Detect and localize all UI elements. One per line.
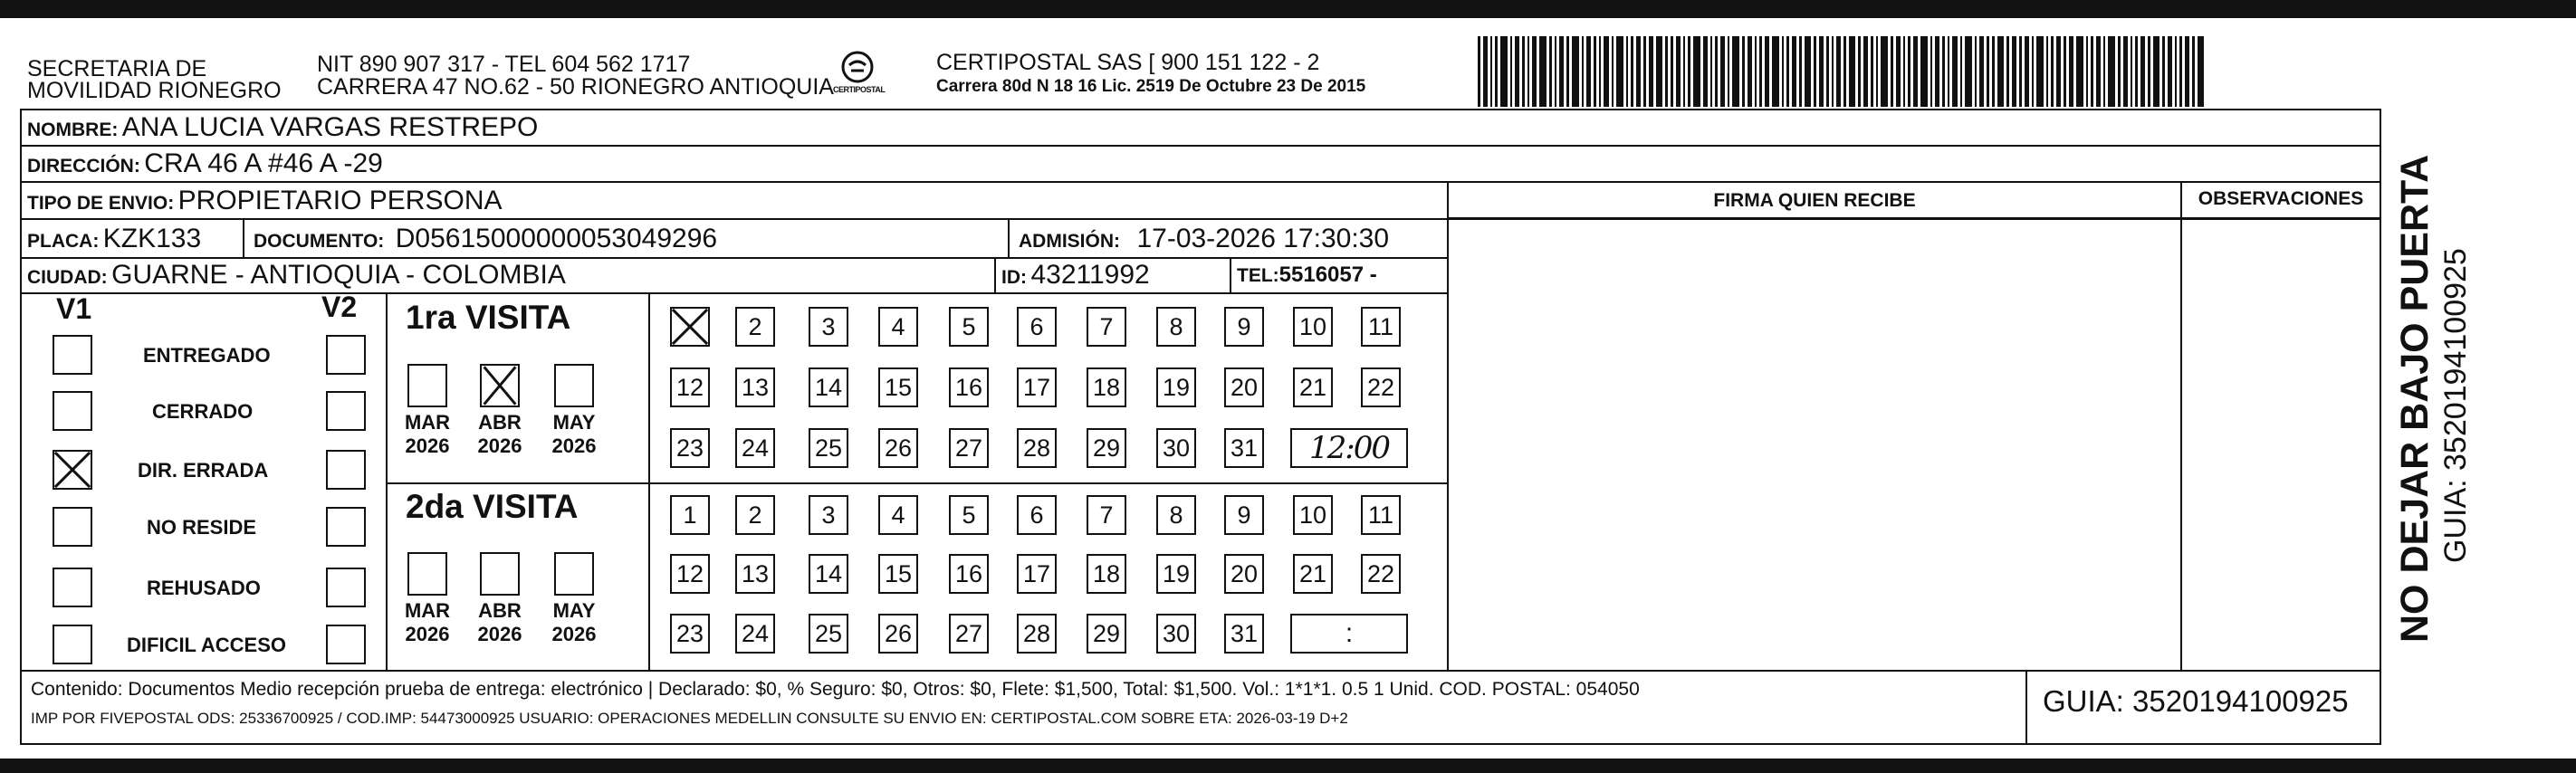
v1-checkbox[interactable] bbox=[53, 507, 92, 547]
visit1-day-6[interactable]: 6 bbox=[1017, 307, 1057, 347]
visit1-month-label bbox=[542, 411, 606, 458]
visit1-day-4[interactable]: 4 bbox=[878, 307, 918, 347]
courier-line-2: Carrera 80d N 18 16 Lic. 2519 De Octubre 23 De 2015 bbox=[936, 77, 1366, 96]
month-name: ABR bbox=[478, 411, 522, 434]
visit1-day-31[interactable]: 31 bbox=[1224, 428, 1264, 468]
visit2-day-27[interactable]: 27 bbox=[949, 614, 989, 654]
visit-separator bbox=[386, 482, 1447, 484]
tel-row bbox=[1237, 258, 1377, 293]
visit1-day-28[interactable]: 28 bbox=[1017, 428, 1057, 468]
documento-row bbox=[254, 222, 717, 261]
placa-divider bbox=[243, 218, 244, 257]
footer-guia: GUIA: 3520194100925 bbox=[2043, 684, 2349, 718]
nombre-row bbox=[27, 110, 538, 149]
visit2-month-checkbox[interactable] bbox=[480, 552, 520, 596]
tel-label: TEL: bbox=[1237, 265, 1279, 286]
courier-line-1: CERTIPOSTAL SAS [ 900 151 122 - 2 bbox=[936, 50, 1320, 75]
top-border-bar bbox=[0, 0, 2576, 18]
month-year: 2026 bbox=[551, 623, 597, 645]
visit1-month-checkbox[interactable] bbox=[480, 364, 520, 407]
tipo-label: TIPO DE ENVIO: bbox=[27, 193, 175, 214]
v1-checkbox[interactable] bbox=[53, 568, 92, 607]
visit1-day-9[interactable]: 9 bbox=[1224, 307, 1264, 347]
visit1-day-20[interactable]: 20 bbox=[1224, 367, 1264, 407]
visit2-day-2[interactable]: 2 bbox=[735, 495, 775, 535]
visit2-day-3[interactable]: 3 bbox=[809, 495, 848, 535]
visit1-day-12[interactable]: 12 bbox=[670, 367, 710, 407]
month-year: 2026 bbox=[405, 623, 450, 645]
visit2-day-5[interactable]: 5 bbox=[949, 495, 989, 535]
visit1-day-24[interactable]: 24 bbox=[735, 428, 775, 468]
v1-checkbox[interactable] bbox=[53, 335, 92, 375]
visit1-day-29[interactable]: 29 bbox=[1087, 428, 1126, 468]
id-value: 43211992 bbox=[1030, 260, 1150, 290]
visit2-day-20[interactable]: 20 bbox=[1224, 554, 1264, 594]
visit2-title: 2da VISITA bbox=[406, 488, 579, 525]
visit1-month-label bbox=[468, 411, 531, 458]
tipo-value: PROPIETARIO PERSONA bbox=[177, 186, 503, 215]
visit2-day-23[interactable]: 23 bbox=[670, 614, 710, 654]
month-year: 2026 bbox=[477, 623, 522, 645]
ciudad-label: CIUDAD: bbox=[27, 267, 108, 288]
visit2-day-25[interactable]: 25 bbox=[809, 614, 848, 654]
obs-right-border bbox=[2380, 181, 2381, 670]
visit1-day-18[interactable]: 18 bbox=[1087, 367, 1126, 407]
footer-content-line: Contenido: Documentos Medio recepción prueba de entrega: electrónico | Declarado: $0, % Seguro: $0, Otros: $0, Flete: $1,500, Total: $1,500. Vol.: 1*1*1. 0.5 1 Unid. COD. POSTAL: 054050 bbox=[31, 679, 1640, 700]
id-row bbox=[1001, 258, 1150, 297]
visit1-month-label bbox=[396, 411, 459, 458]
visit2-month-checkbox[interactable] bbox=[407, 552, 447, 596]
status-option-label: REHUSADO bbox=[147, 577, 261, 599]
direccion-label: DIRECCIÓN: bbox=[27, 156, 140, 177]
side-notice: NO DEJAR BAJO PUERTA bbox=[2393, 154, 2437, 643]
visit2-day-7[interactable]: 7 bbox=[1087, 495, 1126, 535]
visit1-day-25[interactable]: 25 bbox=[809, 428, 848, 468]
bottom-border-bar bbox=[0, 759, 2576, 773]
visit1-day-30[interactable]: 30 bbox=[1156, 428, 1196, 468]
visit1-day-2[interactable]: 2 bbox=[735, 307, 775, 347]
footer-imp-line: IMP POR FIVEPOSTAL ODS: 25336700925 / COD.IMP: 54473000925 USUARIO: OPERACIONES MEDELLIN CONSULTE SU ENVIO EN: CERTIPOSTAL.COM SOBRE ETA: 2026-03-19 D+2 bbox=[31, 710, 1348, 727]
nombre-label: NOMBRE: bbox=[27, 119, 119, 140]
month-name: MAY bbox=[552, 411, 596, 434]
documento-value: D05615000000053049296 bbox=[395, 224, 718, 253]
admision-row bbox=[1019, 222, 1389, 261]
visit2-day-30[interactable]: 30 bbox=[1156, 614, 1196, 654]
placa-label: PLACA: bbox=[27, 231, 100, 252]
visit2-day-1[interactable]: 1 bbox=[670, 495, 710, 535]
visit2-day-11[interactable]: 11 bbox=[1361, 495, 1401, 535]
v2-checkbox[interactable] bbox=[326, 625, 366, 664]
admision-value: 17-03-2026 17:30:30 bbox=[1136, 224, 1390, 253]
v2-checkbox[interactable] bbox=[326, 568, 366, 607]
visit1-time-value: 12:00 bbox=[1309, 430, 1389, 466]
id-divider bbox=[994, 257, 996, 292]
visit1-day-16[interactable]: 16 bbox=[949, 367, 989, 407]
visit1-day-11[interactable]: 11 bbox=[1361, 307, 1401, 347]
visit1-day-1[interactable] bbox=[670, 307, 710, 347]
tel-value: 5516057 - bbox=[1278, 262, 1377, 287]
visit2-day-9[interactable]: 9 bbox=[1224, 495, 1264, 535]
visit1-day-3[interactable]: 3 bbox=[809, 307, 848, 347]
side-guia: GUIA: 3520194100925 bbox=[2438, 248, 2473, 563]
visit1-day-5[interactable]: 5 bbox=[949, 307, 989, 347]
documento-label: DOCUMENTO: bbox=[254, 231, 385, 252]
visit1-month-checkbox[interactable] bbox=[554, 364, 594, 407]
visit1-day-8[interactable]: 8 bbox=[1156, 307, 1196, 347]
signature-area[interactable] bbox=[1451, 220, 2179, 668]
visit2-day-19[interactable]: 19 bbox=[1156, 554, 1196, 594]
visit1-day-14[interactable]: 14 bbox=[809, 367, 848, 407]
visit2-day-4[interactable]: 4 bbox=[878, 495, 918, 535]
visit2-day-14[interactable]: 14 bbox=[809, 554, 848, 594]
visit1-day-26[interactable]: 26 bbox=[878, 428, 918, 468]
month-year: 2026 bbox=[405, 434, 450, 457]
month-year: 2026 bbox=[477, 434, 522, 457]
visit1-title: 1ra VISITA bbox=[406, 299, 571, 336]
org-line-2: MOVILIDAD RIONEGRO bbox=[27, 78, 282, 103]
admision-label: ADMISIÓN: bbox=[1019, 231, 1120, 252]
visit2-day-12[interactable]: 12 bbox=[670, 554, 710, 594]
visit1-day-27[interactable]: 27 bbox=[949, 428, 989, 468]
status-option-label: DIFICIL ACCESO bbox=[127, 634, 287, 656]
firma-header-line bbox=[1447, 217, 2381, 219]
tel-divider bbox=[1230, 257, 1231, 292]
logo-text: CERTIPOSTAL bbox=[833, 85, 886, 94]
v2-header: V2 bbox=[321, 291, 358, 323]
direccion-value: CRA 46 A #46 A -29 bbox=[144, 148, 383, 178]
visit2-month-label bbox=[468, 599, 531, 646]
visit1-day-22[interactable]: 22 bbox=[1361, 367, 1401, 407]
placa-value: KZK133 bbox=[102, 224, 202, 253]
visit-divider bbox=[648, 292, 650, 670]
visit1-day-15[interactable]: 15 bbox=[878, 367, 918, 407]
direccion-row bbox=[27, 147, 383, 186]
nit-line: NIT 890 907 317 - TEL 604 562 1717 bbox=[317, 52, 691, 77]
visit2-day-10[interactable]: 10 bbox=[1293, 495, 1333, 535]
visit2-day-6[interactable]: 6 bbox=[1017, 495, 1057, 535]
visit1-time[interactable] bbox=[1290, 428, 1408, 468]
barcode bbox=[1478, 36, 2207, 107]
tipo-row bbox=[27, 184, 503, 223]
visit2-day-22[interactable]: 22 bbox=[1361, 554, 1401, 594]
visit2-month-label bbox=[396, 599, 459, 646]
visit2-day-26[interactable]: 26 bbox=[878, 614, 918, 654]
visit1-day-19[interactable]: 19 bbox=[1156, 367, 1196, 407]
v1-checkbox[interactable] bbox=[53, 450, 92, 490]
visit2-day-31[interactable]: 31 bbox=[1224, 614, 1264, 654]
v2-checkbox[interactable] bbox=[326, 450, 366, 490]
certipostal-logo bbox=[833, 49, 891, 101]
id-label: ID: bbox=[1001, 267, 1027, 288]
firma-header: FIRMA QUIEN RECIBE bbox=[1713, 190, 1916, 211]
visit2-day-18[interactable]: 18 bbox=[1087, 554, 1126, 594]
status-option-label: ENTREGADO bbox=[143, 344, 271, 367]
visit2-day-8[interactable]: 8 bbox=[1156, 495, 1196, 535]
visit1-day-10[interactable]: 10 bbox=[1293, 307, 1333, 347]
observaciones-area[interactable] bbox=[2184, 220, 2378, 668]
month-name: MAR bbox=[404, 599, 451, 622]
month-year: 2026 bbox=[551, 434, 597, 457]
observaciones-header: OBSERVACIONES bbox=[2198, 188, 2364, 209]
visit1-day-17[interactable]: 17 bbox=[1017, 367, 1057, 407]
visit2-day-28[interactable]: 28 bbox=[1017, 614, 1057, 654]
visit2-month-label bbox=[542, 599, 606, 646]
firma-left-border bbox=[1447, 181, 1449, 670]
v2-checkbox[interactable] bbox=[326, 391, 366, 431]
ciudad-value: GUARNE - ANTIOQUIA - COLOMBIA bbox=[111, 260, 566, 290]
visit1-day-23[interactable]: 23 bbox=[670, 428, 710, 468]
visit2-day-15[interactable]: 15 bbox=[878, 554, 918, 594]
status-option-label: NO RESIDE bbox=[147, 516, 257, 539]
v1-header: V1 bbox=[56, 292, 92, 325]
visit2-day-21[interactable]: 21 bbox=[1293, 554, 1333, 594]
visit2-time[interactable]: : bbox=[1290, 614, 1408, 654]
v1-checkbox[interactable] bbox=[53, 625, 92, 664]
visit2-day-24[interactable]: 24 bbox=[735, 614, 775, 654]
address-line: CARRERA 47 NO.62 - 50 RIONEGRO ANTIOQUIA bbox=[317, 74, 834, 100]
admision-divider bbox=[1008, 218, 1010, 257]
visit1-day-7[interactable]: 7 bbox=[1087, 307, 1126, 347]
v2-checkbox[interactable] bbox=[326, 507, 366, 547]
visit2-day-29[interactable]: 29 bbox=[1087, 614, 1126, 654]
org-line-1: SECRETARIA DE bbox=[27, 56, 207, 81]
status-divider bbox=[386, 292, 388, 670]
month-name: MAY bbox=[552, 599, 596, 622]
visit1-day-13[interactable]: 13 bbox=[735, 367, 775, 407]
placa-row bbox=[27, 222, 201, 261]
status-option-label: CERRADO bbox=[152, 400, 254, 423]
month-name: MAR bbox=[404, 411, 451, 434]
visit2-day-13[interactable]: 13 bbox=[735, 554, 775, 594]
v2-checkbox[interactable] bbox=[326, 335, 366, 375]
ciudad-row bbox=[27, 258, 566, 297]
visit1-day-21[interactable]: 21 bbox=[1293, 367, 1333, 407]
visit1-month-checkbox[interactable] bbox=[407, 364, 447, 407]
obs-left-border bbox=[2180, 181, 2182, 670]
visit2-day-17[interactable]: 17 bbox=[1017, 554, 1057, 594]
status-option-label: DIR. ERRADA bbox=[138, 459, 269, 482]
visit2-month-checkbox[interactable] bbox=[554, 552, 594, 596]
visit2-day-16[interactable]: 16 bbox=[949, 554, 989, 594]
v1-checkbox[interactable] bbox=[53, 391, 92, 431]
nombre-value: ANA LUCIA VARGAS RESTREPO bbox=[121, 112, 539, 142]
footer-guia-divider bbox=[2025, 670, 2027, 745]
month-name: ABR bbox=[478, 599, 522, 622]
